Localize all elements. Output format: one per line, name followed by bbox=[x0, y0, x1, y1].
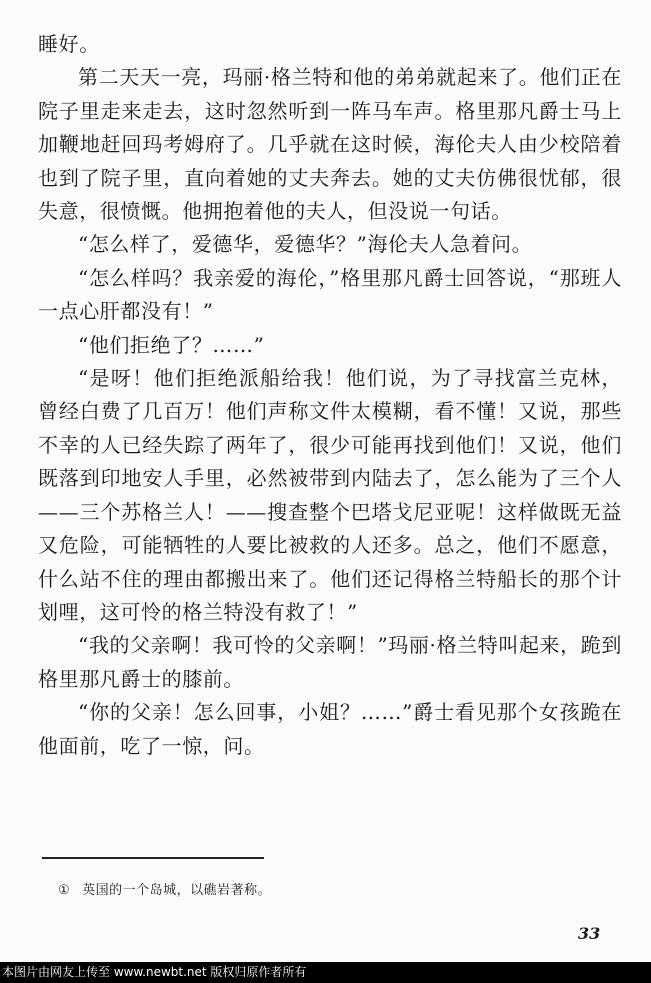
paragraph: 第二天天一亮，玛丽·格兰特和他的弟弟就起来了。他们正在院子里走来走去，这时忽然听到一阵马车声。格里那凡爵士马上加鞭地赶回玛考姆府了。几乎就在这时候，海伦夫人由少校陪着也到了院子里，直向着她的丈夫奔去。她的丈夫仿佛很忧郁，很失意，很愤慨。他拥抱着他的夫人，但没说一句话。 bbox=[38, 65, 622, 224]
paragraph: “怎么样吗？我亲爱的海伦，”格里那凡爵士回答说，“那班人一点心肝都没有！” bbox=[38, 265, 622, 324]
page-number: 33 bbox=[578, 924, 601, 943]
watermark-footer-bar bbox=[0, 962, 651, 983]
footnote-divider bbox=[42, 857, 264, 859]
footer-text: 本图片由网友上传至 www.newbt.net 版权归原作者所有 bbox=[2, 965, 307, 979]
paragraph: 睡好。 bbox=[38, 32, 100, 56]
paragraph: “是呀！他们拒绝派船给我！他们说，为了寻找富兰克林，曾经白费了几百万！他们声称文件太模糊，看不懂！又说，那些不幸的人已经失踪了两年了，很少可能再找到他们！又说，他们既落到印地安人手里，必然被带到内陆去了，怎么能为了三个人——三个苏格兰人！——搜查整个巴塔戈尼亚呢！这样做既无益又危险，可能牺牲的人要比被救的人还多。总之，他们不愿意，什么站不住的理由都搬出来了。他们还记得格兰特船长的那个计划哩，这可怜的格兰特没有救了！” bbox=[38, 366, 622, 624]
paragraph: “你的父亲！怎么回事，小姐？……”爵士看见那个女孩跪在他面前，吃了一惊，问。 bbox=[38, 700, 622, 758]
footnote-marker: ① bbox=[58, 883, 71, 898]
footnote-text: 英国的一个岛城，以礁岩著称。 bbox=[82, 883, 272, 898]
footnote bbox=[58, 883, 271, 899]
body-text bbox=[38, 28, 622, 763]
paragraph: “他们拒绝了？……” bbox=[78, 332, 265, 357]
paragraph: “怎么样了，爱德华，爱德华？”海伦夫人急着问。 bbox=[78, 232, 533, 257]
paragraph: “我的父亲啊！我可怜的父亲啊！”玛丽·格兰特叫起来，跪到格里那凡爵士的膝前。 bbox=[38, 633, 622, 691]
